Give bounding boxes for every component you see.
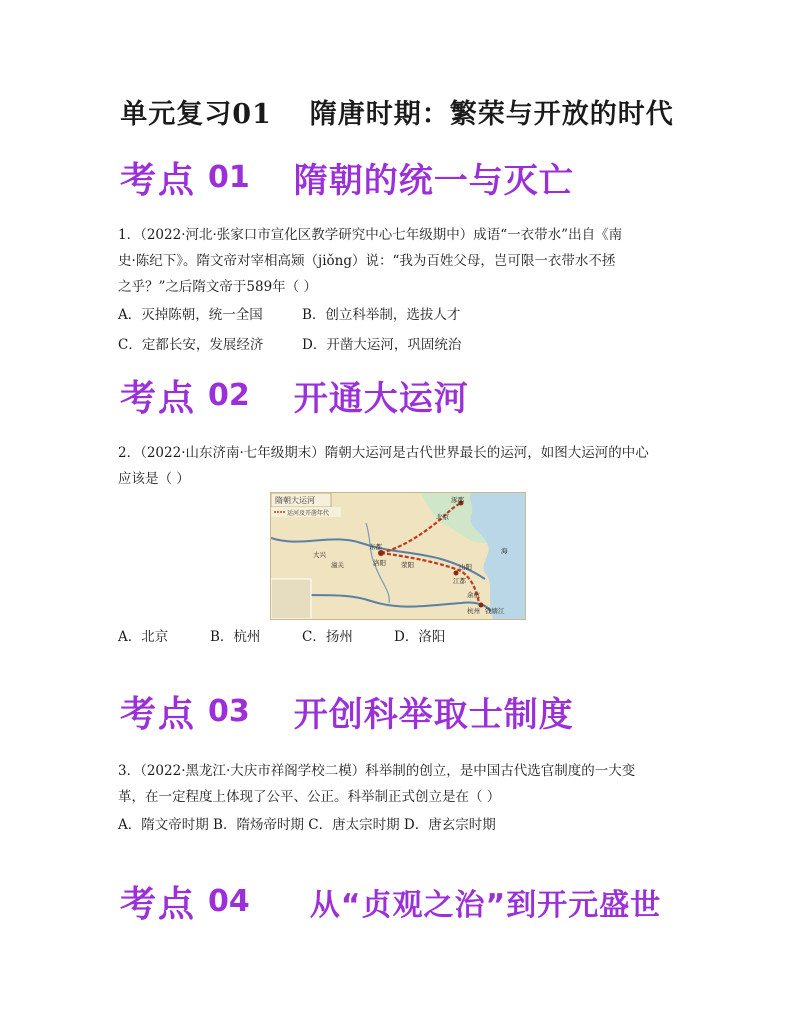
section-number: 01	[208, 160, 250, 195]
question-2	[118, 440, 683, 492]
map-place: 北京	[436, 513, 449, 521]
map-place: 东都	[369, 543, 382, 551]
options-line[interactable]: A．隋文帝时期 B．隋炀帝时期 C．唐太宗时期 D．唐玄宗时期	[118, 817, 496, 833]
section-label: 考点	[120, 884, 197, 925]
question-1-options-row2	[118, 332, 461, 358]
map-place: 洛阳	[373, 559, 386, 567]
section-heading-03	[120, 686, 574, 737]
option-d[interactable]: D．洛阳	[394, 629, 446, 645]
question-text-line: 革，在一定程度上体现了公平、公正。科举制正式创立是在（ ）	[118, 789, 501, 805]
section-label: 考点	[120, 160, 197, 201]
map-illustration	[271, 493, 525, 619]
question-3-options	[118, 812, 496, 838]
option-d[interactable]: D．开凿大运河，巩固统治	[302, 337, 462, 353]
section-heading-04	[120, 876, 661, 927]
option-c[interactable]: C．扬州	[302, 629, 353, 645]
question-1	[118, 222, 683, 300]
section-number: 03	[208, 694, 250, 729]
question-text-line: 之乎？”之后隋文帝于589年（ ）	[118, 279, 317, 295]
map-place: 江都	[453, 577, 466, 585]
section-number: 04	[208, 884, 250, 919]
map-legend: 运河及开凿年代	[287, 510, 330, 517]
section-number: 02	[208, 378, 250, 413]
grand-canal-map	[270, 492, 526, 620]
option-c[interactable]: C．定都长安，发展经济	[118, 337, 264, 353]
map-place: 钱塘江	[485, 607, 505, 615]
map-place: 余杭	[467, 591, 480, 599]
question-text-line: 史·陈纪下》。隋文帝对宰相高颎（jiǒng）说：“我为百姓父母，岂可限一衣带水不拯	[118, 253, 616, 269]
question-text-line: 应该是（ ）	[118, 471, 190, 487]
option-a[interactable]: A．北京	[118, 629, 169, 645]
question-3	[118, 758, 683, 810]
question-text-line: 1．（2022·河北·张家口市宣化区教学研究中心七年级期中）成语“一衣带水”出自《南	[118, 227, 623, 243]
map-place: 荥阳	[401, 561, 414, 569]
page-title-part2: 隋唐时期：繁荣与开放的时代	[309, 99, 674, 130]
map-place: 潼关	[331, 561, 344, 569]
section-heading-01	[120, 152, 574, 203]
page-title	[0, 92, 794, 131]
section-title: 从“贞观之治”到开元盛世	[309, 887, 662, 923]
question-text-line: 3．（2022·黑龙江·大庆市祥阁学校二模）科举制的创立，是中国古代选官制度的一大变	[118, 763, 636, 779]
map-title: 隋朝大运河	[275, 496, 315, 505]
map-place: 海	[501, 547, 508, 555]
question-text-line: 2．（2022·山东济南·七年级期末）隋朝大运河是古代世界最长的运河，如图大运河的中心	[118, 445, 649, 461]
section-title: 开通大运河	[293, 379, 469, 419]
option-b[interactable]: B．创立科举制，选拔人才	[302, 307, 461, 323]
page-title-part1: 单元复习01	[120, 99, 272, 130]
section-label: 考点	[120, 378, 197, 419]
option-b[interactable]: B．杭州	[210, 629, 261, 645]
section-title: 隋朝的统一与灭亡	[293, 161, 574, 201]
map-place: 涿郡	[451, 496, 464, 504]
map-place: 杭州	[467, 607, 480, 615]
map-place: 大兴	[313, 551, 326, 559]
section-label: 考点	[120, 694, 197, 735]
question-2-options	[118, 624, 445, 650]
question-1-options-row1	[118, 302, 460, 328]
section-heading-02	[120, 370, 469, 421]
option-a[interactable]: A．灭掉陈朝，统一全国	[118, 307, 263, 323]
section-title: 开创科举取士制度	[293, 695, 574, 735]
map-place: 山阳	[459, 563, 472, 571]
